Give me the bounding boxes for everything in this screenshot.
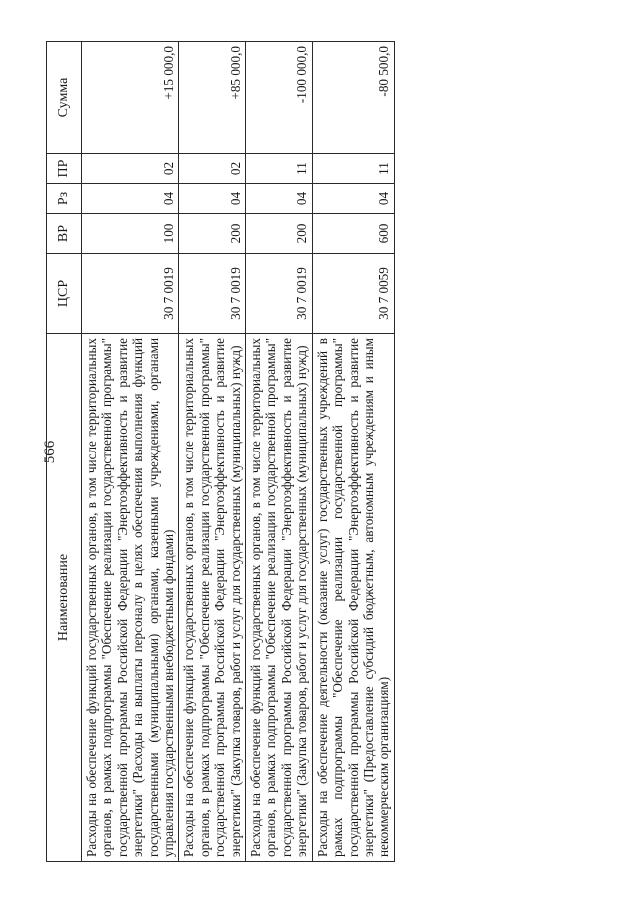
- row-sum: +85 000,0: [179, 42, 246, 154]
- table-row: [312, 42, 394, 862]
- row-csr: 30 7 0059: [312, 254, 394, 334]
- row-name: Расходы на обеспечение деятельности (оказание услуг) государственных учреждений в рамках подпрограммы "Обеспечение реализации государственной программы" государственной программы Российской Федерации "Энергоэффективность и развитие энергетики" (Предоставление субсидий бюджетным, автономным учреждениям и иным некоммерческим организациям): [312, 334, 394, 862]
- row-vr: 200: [179, 214, 246, 254]
- row-name: Расходы на обеспечение функций государственных органов, в том числе территориальных органов, в рамках подпрограммы "Обеспечение реализации государственной программы" государственной программы Российской Федерации "Энергоэффективность и развитие энергетики" (Закупка товаров, работ и услуг для государственных (муниципальных) нужд): [179, 334, 246, 862]
- budget-table: [46, 41, 395, 862]
- row-pr: 11: [312, 154, 394, 184]
- header-csr: ЦСР: [47, 254, 82, 334]
- row-pr: 02: [179, 154, 246, 184]
- row-rz: 04: [246, 184, 313, 214]
- table-header-row: [47, 42, 82, 862]
- header-rz: Рз: [47, 184, 82, 214]
- row-csr: 30 7 0019: [82, 254, 179, 334]
- row-name: Расходы на обеспечение функций государственных органов, в том числе территориальных органов, в рамках подпрограммы "Обеспечение реализации государственной программы" государственной программы Российской Федерации "Энергоэффективность и развитие энергетики" (Расходы на выплаты персоналу в целях обеспечения выполнения функций государственными (муниципальными) органами, казенными учреждениями, органами управления государственными внебюджетными фондами): [82, 334, 179, 862]
- row-csr: 30 7 0019: [246, 254, 313, 334]
- row-rz: 04: [82, 184, 179, 214]
- row-vr: 200: [246, 214, 313, 254]
- table-row: [82, 42, 179, 862]
- row-sum: -100 000,0: [246, 42, 313, 154]
- header-sum: Сумма: [47, 42, 82, 154]
- row-vr: 600: [312, 214, 394, 254]
- row-rz: 04: [312, 184, 394, 214]
- row-pr: 02: [82, 154, 179, 184]
- row-name: Расходы на обеспечение функций государственных органов, в том числе территориальных органов, в рамках подпрограммы "Обеспечение реализации государственной программы" государственной программы Российской Федерации "Энергоэффективность и развитие энергетики" (Закупка товаров, работ и услуг для государственных (муниципальных) нужд): [246, 334, 313, 862]
- header-name: Наименование: [47, 334, 82, 862]
- page-number: 566: [42, 440, 58, 464]
- table-row: [246, 42, 313, 862]
- row-rz: 04: [179, 184, 246, 214]
- table-row: [179, 42, 246, 862]
- header-pr: ПР: [47, 154, 82, 184]
- row-csr: 30 7 0019: [179, 254, 246, 334]
- row-sum: +15 000,0: [82, 42, 179, 154]
- header-vr: ВР: [47, 214, 82, 254]
- row-pr: 11: [246, 154, 313, 184]
- budget-table-rotated: [46, 42, 574, 862]
- row-sum: -80 500,0: [312, 42, 394, 154]
- row-vr: 100: [82, 214, 179, 254]
